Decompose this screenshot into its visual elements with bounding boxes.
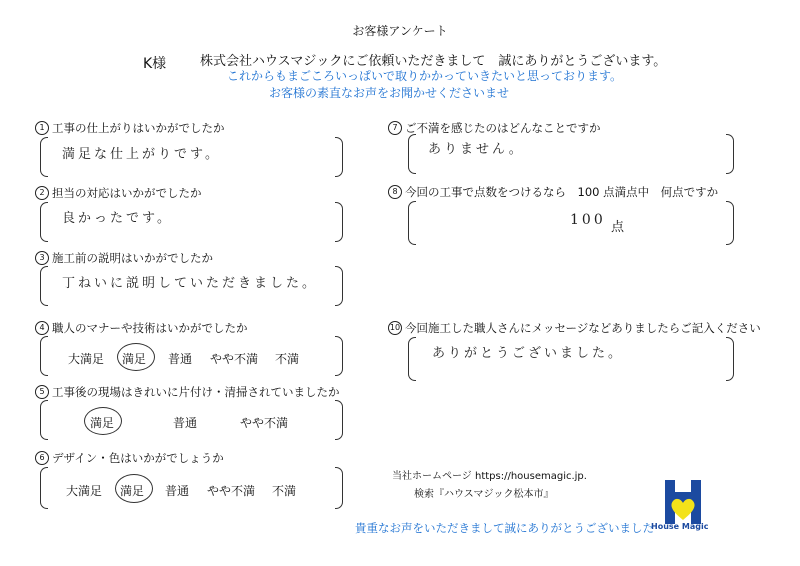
question-2 <box>35 185 202 201</box>
answer-bracket-right <box>726 134 734 174</box>
option-satisfied[interactable]: 満足 <box>90 416 115 430</box>
logo-text: House Magic <box>651 522 709 531</box>
customer-name: K様 <box>143 56 167 72</box>
question-5 <box>35 384 340 400</box>
answer-bracket-right <box>726 337 734 381</box>
question-4 <box>35 320 248 336</box>
answer-bracket-left <box>408 337 416 381</box>
option-very-satisfied[interactable]: 大満足 <box>66 484 103 498</box>
answer-q8-unit: 点 <box>611 220 625 235</box>
option-satisfied[interactable]: 満足 <box>122 352 147 366</box>
question-3 <box>35 250 213 266</box>
option-slightly-dissatisfied[interactable]: やや不満 <box>207 484 256 498</box>
option-satisfied[interactable]: 満足 <box>120 484 145 498</box>
thank-you-message: 貴重なお声をいただきまして誠にありがとうございました <box>355 521 654 535</box>
option-normal[interactable]: 普通 <box>173 416 198 430</box>
answer-q10: ありがとうございました。 <box>432 346 625 361</box>
question-number: 4 <box>35 321 49 335</box>
question-number: 2 <box>35 186 49 200</box>
answer-bracket-right <box>726 201 734 245</box>
answer-q1: 満足な仕上がりです。 <box>62 147 221 162</box>
question-number: 10 <box>388 321 402 335</box>
answer-bracket-right <box>335 400 343 440</box>
answer-bracket-left <box>40 266 48 306</box>
answer-bracket-left <box>408 201 416 245</box>
answer-bracket-left <box>40 336 48 376</box>
option-slightly-dissatisfied[interactable]: やや不満 <box>210 352 259 366</box>
question-1 <box>35 120 225 136</box>
question-text: 施工前の説明はいかがでしたか <box>52 251 213 265</box>
question-text: デザイン・色はいかがでしょうか <box>52 451 224 465</box>
answer-bracket-left <box>40 137 48 177</box>
search-keyword: 検索『ハウスマジック松本市』 <box>414 489 554 500</box>
answer-q8-score: 100 <box>570 212 606 228</box>
question-10 <box>388 320 761 336</box>
question-number: 6 <box>35 451 49 465</box>
question-text: 職人のマナーや技術はいかがでしたか <box>52 321 248 335</box>
question-7 <box>388 120 601 136</box>
question-text: 今回の工事で点数をつけるなら 100 点満点中 何点ですか <box>405 185 719 199</box>
greeting-line-1: 株式会社ハウスマジックにご依頼いただきまして 誠にありがとうございます。 <box>200 54 667 69</box>
question-number: 8 <box>388 185 402 199</box>
question-text: 工事後の現場はきれいに片付け・清掃されていましたか <box>52 385 340 399</box>
answer-q2: 良かったです。 <box>62 211 173 226</box>
answer-bracket-left <box>40 467 48 509</box>
greeting-line-3: お客様の素直なお声をお聞かせくださいませ <box>269 86 510 100</box>
answer-bracket-left <box>408 134 416 174</box>
answer-bracket-right <box>335 336 343 376</box>
question-6 <box>35 450 224 466</box>
selection-circle <box>115 474 153 503</box>
selection-circle <box>117 343 155 371</box>
question-number: 5 <box>35 385 49 399</box>
question-8 <box>388 184 718 200</box>
question-number: 1 <box>35 121 49 135</box>
answer-bracket-left <box>40 202 48 242</box>
page-title: お客様アンケート <box>352 24 448 38</box>
answer-bracket-left <box>40 400 48 440</box>
option-slightly-dissatisfied[interactable]: やや不満 <box>240 416 289 430</box>
question-text: 担当の対応はいかがでしたか <box>52 186 202 200</box>
option-normal[interactable]: 普通 <box>165 484 190 498</box>
answer-bracket-right <box>335 137 343 177</box>
option-dissatisfied[interactable]: 不満 <box>272 484 297 498</box>
question-number: 3 <box>35 251 49 265</box>
question-text: 今回施工した職人さんにメッセージなどありましたらご記入ください <box>405 321 761 335</box>
selection-circle <box>84 407 122 435</box>
option-very-satisfied[interactable]: 大満足 <box>68 352 105 366</box>
answer-q3: 丁ねいに説明していただきました。 <box>62 276 319 291</box>
question-number: 7 <box>388 121 402 135</box>
greeting-line-2: これからもまごころいっぱいで取りかかっていきたいと思っております。 <box>227 69 623 83</box>
website-url: 当社ホームページ https://housemagic.jp. <box>392 471 587 482</box>
option-dissatisfied[interactable]: 不満 <box>275 352 300 366</box>
question-text: 工事の仕上がりはいかがでしたか <box>52 121 225 135</box>
question-text: ご不満を感じたのはどんなことですか <box>405 121 601 135</box>
option-normal[interactable]: 普通 <box>168 352 193 366</box>
answer-bracket-right <box>335 266 343 306</box>
answer-bracket-right <box>335 467 343 509</box>
answer-q7: ありません。 <box>428 142 525 157</box>
answer-bracket-right <box>335 202 343 242</box>
